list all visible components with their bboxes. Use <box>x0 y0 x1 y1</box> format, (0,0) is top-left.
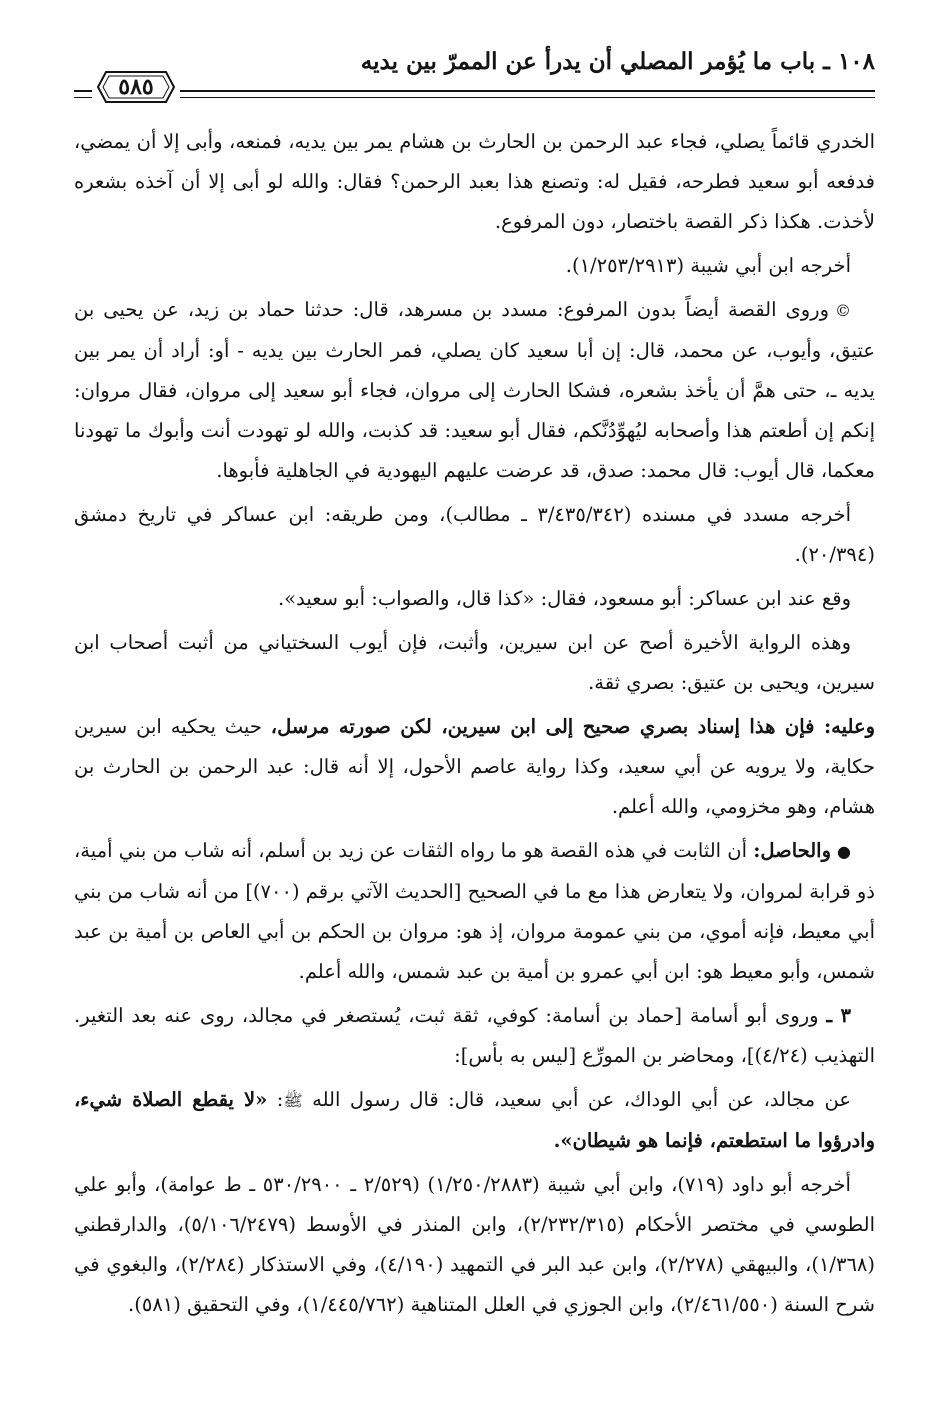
paragraph-7-text: حيث يحكيه ابن سيرين حكاية، ولا يرويه عن أبي سعيد، وكذا رواية عاصم الأحول، إلا أنه قال: عبد الرحمن بن الحارث بن هشام، وهو مخزومي، والله أعلم. <box>74 715 875 818</box>
paragraph-7-lead: وعليه: فإن هذا إسناد بصري صحيح إلى ابن سيرين، لكن صورته مرسل، <box>270 715 875 738</box>
paragraph-1: الخدري قائماً يصلي، فجاء عبد الرحمن بن الحارث بن هشام يمر بين يديه، فمنعه، وأبى إلا أن يمضي، فدفعه أبو سعيد فطرحه، فقيل له: وتصنع هذا بعبد الرحمن؟ فقال: والله لو أبى إلا أن آخذه بشعره لأخذت. هكذا ذكر القصة باختصار، دون المرفوع. <box>74 130 875 233</box>
paragraph-2: أخرجه ابن أبي شيبة (١/٢٥٣/٢٩١٣). <box>565 254 851 277</box>
page-header <box>74 48 875 100</box>
paragraph-8 <box>74 831 875 992</box>
header-rule <box>180 90 875 98</box>
paragraph-9-text: وروى أبو أسامة [حماد بن أسامة: كوفي، ثقة ثبت، يُستصغر في مجالد، روى عنه بعد التغير. التهذيب (٤/٢٤)]، ومحاضر بن المورِّع [ليس به بأس]: <box>74 1004 875 1067</box>
paragraph-10-text: عن مجالد، عن أبي الوداك، عن أبي سعيد، قال: قال رسول الله <box>302 1088 851 1111</box>
header-rule-end <box>74 90 92 98</box>
paragraph-11: أخرجه أبو داود (٧١٩)، وابن أبي شيبة (١/٢٥٠/٢٨٨٣) (٢/٥٢٩ ـ ٥٣٠/٢٩٠٠ ـ ط عوامة)، وأبو علي الطوسي في مختصر الأحكام (٢/٢٣٢/٣١٥)، وابن المنذر في الأوسط (٥/١٠٦/٢٤٧٩)، والدارقطني (١/٣٦٨)، والبيهقي (٢/٢٧٨)، وابن عبد البر في التمهيد (٤/١٩٠)، وفي الاستذكار (٢/٢٨٤)، والبغوي في شرح السنة (٢/٤٦١/٥٥٠)، وابن الجوزي في العلل المتناهية (١/٤٤٥/٧٦٢)، وفي التحقيق (٥٨١). <box>74 1173 876 1316</box>
paragraph-3 <box>74 290 875 491</box>
paragraph-5: وقع عند ابن عساكر: أبو مسعود، فقال: «كذا قال، والصواب: أبو سعيد». <box>277 587 851 610</box>
bullet-icon: ● <box>837 842 851 861</box>
paragraph-6: وهذه الرواية الأخيرة أصح عن ابن سيرين، وأثبت، فإن أيوب السختياني من أثبت أصحاب ابن سيرين، ويحيى بن عتيق: بصري ثقة. <box>74 631 875 694</box>
paragraph-9 <box>74 996 875 1076</box>
page-number-badge <box>96 68 176 106</box>
hadith-text: «لا يقطع الصلاة شيء، وادرؤوا ما استطعتم، فإنما هو شيطان». <box>74 1088 875 1152</box>
paragraph-3-text: وروى القصة أيضاً بدون المرفوع: مسدد بن مسرهد، قال: حدثنا حماد بن زيد، عن يحيى بن عتيق، وأيوب، عن محمد، قال: إن أبا سعيد كان يصلي، فمر الحارث بين يديه - أو: أراد أن يمر بين يديه ـ، حتى همَّ أن يأخذ بشعره، فشكا الحارث إلى مروان، فجاء أبو سعيد إلى مروان، فقال مروان: إنكم إن أطعتم هذا وأصحابه ليُهوِّدُنَّكم، فقال أبو سعيد: قد كذبت، والله لو تهودت أنت وأبوك ما تهودنا معكما، قال أيوب: قال محمد: صدق، قد عرضت عليهم اليهودية في الجاهلية فأبوها. <box>74 298 875 482</box>
paragraph-4: أخرجه مسدد في مسنده (٣/٤٣٥/٣٤٢ ـ مطالب)، ومن طريقه: ابن عساكر في تاريخ دمشق (٢٠/٣٩٤). <box>74 503 875 566</box>
salutation-icon: ﷺ <box>283 1091 303 1110</box>
section-marker-icon: © <box>835 301 851 320</box>
paragraph-10 <box>74 1080 875 1161</box>
page-number: ٥٨٥ <box>118 74 154 100</box>
paragraph-7 <box>74 707 875 827</box>
chapter-title: ١٠٨ ـ باب ما يُؤمر المصلي أن يدرأ عن الممرّ بين يديه <box>360 48 875 75</box>
paragraph-10-separator: : <box>267 1088 284 1111</box>
paragraph-8-text: أن الثابت في هذه القصة هو ما رواه الثقات عن زيد بن أسلم، أنه شاب من بني أمية، ذو قرابة لمروان، ولا يتعارض هذا مع ما في الصحيح [الحديث الآتي برقم (٧٠٠)] من أنه شاب من بني أبي معيط، فإنه أموي، من بني عمومة مروان، إذ هو: مروان بن الحكم بن أبي العاص بن أمية بن عبد شمس، وأبو معيط هو: ابن أبي عمرو بن أمية بن عبد شمس، والله أعلم. <box>74 839 875 983</box>
paragraph-8-lead: والحاصل: <box>753 839 832 862</box>
paragraph-9-number: ٣ ـ <box>826 1004 851 1027</box>
